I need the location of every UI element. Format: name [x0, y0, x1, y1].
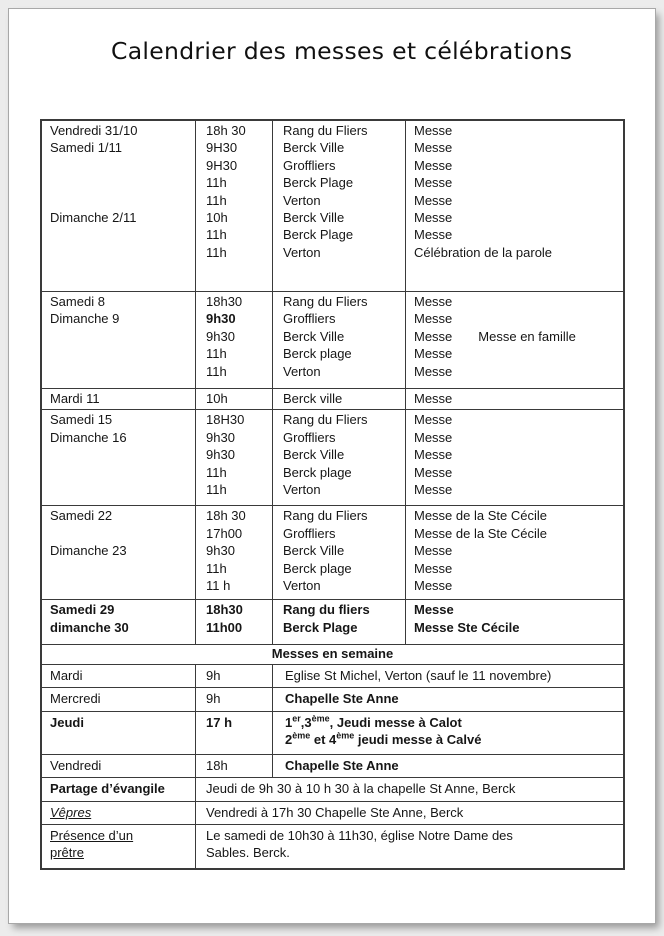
schedule-line	[42, 363, 195, 380]
place-cell	[272, 665, 623, 687]
event-column	[405, 506, 623, 599]
schedule-line: Berck ville	[283, 391, 343, 406]
schedule-line: Messe Messe en famille	[414, 328, 576, 344]
place-line: Chapelle Ste Anne	[285, 757, 399, 773]
schedule-line: Dimanche 23	[50, 543, 127, 559]
schedule-line: Messe de la Ste Cécile	[414, 508, 547, 524]
schedule-line: 18h 30	[206, 123, 246, 138]
time-column	[195, 121, 272, 291]
info-content-line: Jeudi de 9h 30 à 10 h 30 à la chapelle St Anne, Berck	[206, 781, 516, 797]
schedule-line	[42, 464, 195, 481]
schedule-line: 9h30	[206, 328, 235, 344]
schedule-line: Samedi 1/11	[50, 140, 123, 156]
schedule-line: Berck Ville	[283, 328, 345, 344]
schedule-line: Messe	[414, 210, 453, 226]
info-content	[195, 802, 623, 824]
info-content	[195, 825, 623, 868]
schedule-line: Messe	[414, 560, 453, 576]
schedule-line: Messe	[414, 363, 453, 379]
schedule-line: 18h 30	[206, 508, 246, 524]
schedule-line: 9h30	[206, 311, 236, 327]
schedule-line: Messe	[414, 140, 453, 156]
schedule-line: 9H30	[206, 157, 238, 173]
day-cell	[42, 688, 195, 710]
weekday-section-header: Messes en semaine	[42, 644, 623, 664]
schedule-line: Célébration de la parole	[414, 244, 553, 260]
day-label: Mardi	[50, 667, 83, 683]
schedule-line: 11h	[206, 363, 227, 379]
schedule-section	[42, 291, 623, 388]
schedule-line: 11h00	[206, 619, 243, 635]
date-column	[42, 410, 195, 505]
schedule-line: Messe	[414, 464, 453, 480]
place-column	[272, 292, 405, 388]
time-cell	[195, 688, 272, 710]
time-cell	[195, 665, 272, 687]
schedule-line: Samedi 22	[50, 508, 113, 524]
day-cell	[42, 755, 195, 777]
day-label: Jeudi	[50, 714, 84, 730]
place-column	[272, 410, 405, 505]
schedule-line: Messe	[414, 482, 453, 498]
schedule-line: 11 h	[206, 578, 231, 594]
schedule-line: 18H30	[206, 412, 245, 428]
schedule-line: Verton	[283, 192, 321, 208]
schedule-line: Verton	[283, 482, 321, 498]
schedule-line: Groffliers	[283, 157, 336, 173]
weekend-schedule	[42, 121, 623, 644]
place-column	[272, 506, 405, 599]
schedule-line: dimanche 30	[50, 619, 129, 635]
info-label	[42, 825, 195, 868]
place-line: Chapelle Ste Anne	[285, 691, 399, 707]
schedule-line: Berck plage	[283, 560, 352, 576]
family-mass-note: Messe en famille	[478, 328, 576, 344]
schedule-line: Berck Plage	[283, 175, 354, 191]
weekday-row	[42, 664, 623, 687]
place-column	[272, 121, 405, 291]
place-column	[272, 600, 405, 644]
info-row	[42, 824, 623, 868]
time-label: 18h	[206, 757, 228, 773]
schedule-line: Groffliers	[283, 311, 336, 327]
event-column	[405, 600, 623, 644]
info-label-line: Présence d’un	[50, 827, 134, 843]
date-column	[42, 389, 195, 409]
schedule-line: Verton	[283, 578, 321, 594]
schedule-line	[42, 192, 195, 209]
schedule-line: 17h00	[206, 525, 243, 541]
day-cell	[42, 665, 195, 687]
time-label: 17 h	[206, 714, 233, 730]
place-cell	[272, 712, 623, 754]
time-column	[195, 506, 272, 599]
schedule-line: Samedi 8	[50, 294, 105, 309]
schedule-line: Dimanche 9	[50, 311, 120, 327]
schedule-line: Messe	[414, 192, 453, 208]
schedule-line: 9H30	[206, 140, 238, 156]
schedule-line: Berck Ville	[283, 543, 345, 559]
place-cell	[272, 688, 623, 710]
schedule-line	[42, 226, 195, 243]
event-column	[405, 121, 623, 291]
date-column	[42, 506, 195, 599]
time-column	[195, 600, 272, 644]
info-content-line: Vendredi à 17h 30 Chapelle Ste Anne, Berck	[206, 804, 464, 820]
weekday-row	[42, 711, 623, 754]
place-column	[272, 389, 405, 409]
schedule-line: Messe	[414, 412, 453, 428]
date-column	[42, 292, 195, 388]
schedule-line	[42, 345, 195, 362]
schedule-line: Messe	[414, 311, 453, 327]
schedule-line: Groffliers	[283, 525, 336, 541]
schedule-line: Rang du Fliers	[283, 412, 368, 428]
time-column	[195, 292, 272, 388]
schedule-line: Verton	[283, 244, 321, 260]
time-column	[195, 389, 272, 409]
schedule-line: 11h	[206, 175, 227, 191]
schedule-line: Vendredi 31/10	[50, 123, 138, 138]
schedule-section	[42, 599, 623, 644]
schedule-line: Messe	[414, 294, 453, 309]
schedule-line	[42, 157, 195, 174]
schedule-line	[42, 328, 195, 345]
schedule-line: 18h30	[206, 294, 243, 309]
day-cell	[42, 712, 195, 754]
schedule-line: Messe	[414, 157, 453, 173]
schedule-line: Berck Plage	[283, 227, 354, 243]
place-line: 1er,3ème, Jeudi messe à Calot	[285, 713, 462, 730]
time-cell	[195, 755, 272, 777]
place-line: 2ème et 4ème jeudi messe à Calvé	[285, 730, 482, 748]
info-content-line: Sables. Berck.	[206, 845, 290, 861]
schedule-line: Samedi 29	[50, 602, 115, 618]
schedule-line	[42, 481, 195, 498]
schedule-line: Groffliers	[283, 429, 336, 445]
schedule-line: 10h	[206, 391, 228, 406]
schedule-line: Rang du Fliers	[283, 123, 368, 138]
info-section	[42, 777, 623, 868]
schedule-line: Verton	[283, 363, 321, 379]
weekday-row	[42, 687, 623, 710]
date-column	[42, 600, 195, 644]
schedule-line: Mardi 11	[50, 391, 100, 406]
schedule-line: Messe	[414, 602, 454, 618]
schedule-line: Berck Ville	[283, 140, 345, 156]
document-page	[8, 8, 656, 924]
page-title: Calendrier des messes et célébrations	[111, 37, 573, 65]
event-column	[405, 410, 623, 505]
schedule-line	[42, 560, 195, 577]
schedule-line	[42, 525, 195, 542]
schedule-line: Messe de la Ste Cécile	[414, 525, 547, 541]
schedule-line: Messe	[414, 227, 453, 243]
weekday-row	[42, 754, 623, 777]
schedule-line: 11h	[206, 244, 227, 260]
event-column	[405, 292, 623, 388]
event-column	[405, 389, 623, 409]
schedule-line: 11h	[206, 464, 227, 480]
info-label-line: Vêpres	[50, 804, 92, 820]
schedule-line: Messe	[414, 123, 453, 138]
date-column	[42, 121, 195, 291]
schedule-section	[42, 505, 623, 599]
info-row	[42, 801, 623, 824]
schedule-line: 10h	[206, 210, 228, 226]
info-content-line: Le samedi de 10h30 à 11h30, église Notre Dame des	[206, 827, 513, 843]
schedule-line: Rang du fliers	[283, 602, 370, 618]
schedule-line: 9h30	[206, 447, 235, 463]
info-row	[42, 777, 623, 800]
schedule-section	[42, 388, 623, 409]
schedule-line: 9h30	[206, 429, 235, 445]
schedule-line: Messe	[414, 447, 453, 463]
schedule-line: Berck Ville	[283, 447, 345, 463]
schedule-line	[42, 244, 195, 261]
info-label-line: Partage d’évangile	[50, 781, 165, 797]
schedule-line: 11h	[206, 560, 227, 576]
schedule-line: Messe	[414, 175, 453, 191]
schedule-line	[42, 446, 195, 463]
schedule-section	[42, 121, 623, 291]
schedule-line: 9h30	[206, 543, 235, 559]
time-label: 9h	[206, 667, 221, 683]
schedule-line: Messe	[414, 429, 453, 445]
schedule-line: 11h	[206, 346, 227, 362]
schedule-line: 11h	[206, 227, 227, 243]
time-column	[195, 410, 272, 505]
schedule-line: Messe	[414, 543, 453, 559]
time-cell	[195, 712, 272, 754]
day-label: Vendredi	[50, 757, 102, 773]
schedule-line: Rang du Fliers	[283, 294, 368, 309]
schedule-line: 18h30	[206, 602, 243, 618]
schedule-line: Berck plage	[283, 346, 352, 362]
schedule-line: Messe	[414, 346, 453, 362]
schedule-line	[42, 174, 195, 191]
mass-schedule-table	[40, 119, 625, 870]
schedule-line: 11h	[206, 482, 227, 498]
schedule-line: 11h	[206, 192, 227, 208]
schedule-line: Rang du Fliers	[283, 508, 368, 524]
place-cell	[272, 755, 623, 777]
info-label	[42, 802, 195, 824]
schedule-line: Samedi 15	[50, 412, 113, 428]
schedule-line: Messe	[414, 578, 453, 594]
info-label	[42, 778, 195, 800]
time-label: 9h	[206, 691, 221, 707]
schedule-line: Messe	[414, 391, 453, 406]
schedule-line: Messe Ste Cécile	[414, 619, 520, 635]
day-label: Mercredi	[50, 691, 101, 707]
schedule-line: Berck plage	[283, 464, 352, 480]
weekday-schedule	[42, 664, 623, 777]
info-label-line: prêtre	[50, 845, 84, 861]
schedule-line: Dimanche 16	[50, 429, 127, 445]
schedule-line: Berck Ville	[283, 210, 345, 226]
schedule-line	[42, 577, 195, 594]
schedule-line: Dimanche 2/11	[50, 209, 137, 225]
schedule-line: Berck Plage	[283, 619, 358, 635]
place-line: Eglise St Michel, Verton (sauf le 11 novembre)	[285, 667, 552, 683]
schedule-section	[42, 409, 623, 505]
info-content	[195, 778, 623, 800]
